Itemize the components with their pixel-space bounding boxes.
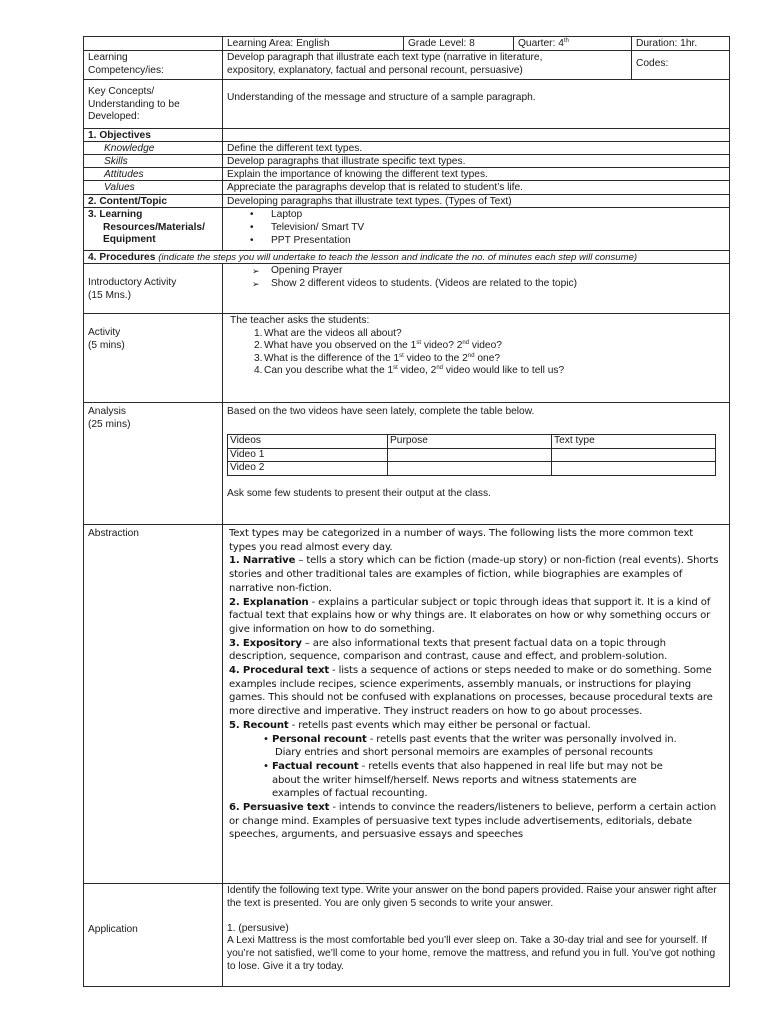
competency-text: Develop paragraph that illustrate each text type (narrative in literature, expository, explanatory, factual and personal recount, persuasive): [223, 51, 632, 79]
table-cell: Video 1: [228, 449, 388, 462]
application-row: [83, 883, 730, 987]
recount-subtype-factual: • Factual recount - retells events that also happened in real life but may not be about the writer himself/herself. News reports and witness statements are examples of factual recounting.: [229, 760, 721, 801]
resource-item: • PPT Presentation: [227, 235, 725, 248]
header-row: [83, 36, 730, 50]
objective-text: Appreciate the paragraphs develop that is related to student’s life.: [227, 182, 524, 193]
analysis-table: [227, 434, 716, 476]
resource-item: • Television/ Smart TV: [227, 222, 725, 235]
activity-row: [83, 313, 730, 402]
resources-list-cell: [223, 208, 729, 250]
objectives-heading-row: [83, 128, 730, 141]
spacer: [227, 910, 719, 923]
question-item: 1. What are the videos all about?: [254, 327, 402, 339]
column-header: Videos: [228, 435, 388, 448]
content-topic-text: Developing paragraphs that illustrate text types. (Types of Text): [227, 196, 512, 207]
activity-label: Activity (5 mins): [84, 314, 223, 402]
text-type-item: 1. Narrative – tells a story which can be fiction (made-up story) or non-fiction (real events). Shorts stories and other traditional tales are examples of fiction, while biographies are examples of narrative non-fiction.: [229, 555, 719, 594]
abstraction-content: [223, 525, 729, 883]
application-item-label: 1. (persusive): [227, 922, 289, 934]
analysis-content: [223, 403, 729, 524]
text-type-item: 3. Expository – are also informational texts that present factual data on a topic through description, sequence, comparison and contrast, cause and effect, and problem-solution.: [229, 637, 668, 663]
analysis-table-row: [228, 462, 715, 476]
analysis-intro: Based on the two videos have seen lately, complete the table below.: [227, 406, 535, 417]
objectives-heading-blank: [223, 129, 729, 141]
abstraction-label: Abstraction: [84, 525, 223, 883]
table-cell: [388, 462, 552, 475]
activity-intro: The teacher asks the students:: [230, 315, 370, 326]
learning-area: Learning Area: English: [223, 37, 404, 50]
key-concepts-label: Key Concepts/ Understanding to be Developed:: [84, 80, 223, 128]
content-topic-row: [83, 194, 730, 207]
objective-row-skills: [83, 154, 730, 167]
introductory-item: ➢ Show 2 different videos to students. (Videos are related to the topic): [227, 278, 725, 291]
application-content: [223, 884, 729, 986]
introductory-item: ➢ Opening Prayer: [227, 265, 725, 278]
activity-content: [223, 314, 729, 402]
text-type-item: 4. Procedural text - lists a sequence of actions or steps needed to make or do something. Some examples include recipes, science experiments, assembly manuals, or instructions for playing games. This should not be confused with explanations on processes, because procedural texts are more directive and imperative. They instruct readers on how to go about processes.: [229, 665, 713, 718]
analysis-outro: Ask some few students to present their output at the class.: [227, 488, 491, 499]
recount-subtype-personal: • Personal recount - retells past events that the writer was personally involved in. Diary entries and short personal memoirs are examples of personal recounts: [229, 733, 721, 760]
question-item: 2. What have you observed on the 1st video? 2nd video?: [254, 340, 502, 352]
objective-text: Explain the importance of knowing the different text types.: [227, 169, 488, 180]
resources-row: [83, 207, 730, 250]
table-cell: [552, 449, 715, 462]
objective-text: Define the different text types.: [227, 143, 363, 154]
resource-item: • Laptop: [227, 209, 725, 222]
codes-label: Codes:: [636, 58, 669, 69]
objective-label: Attitudes: [84, 168, 223, 180]
column-header: Text type: [554, 435, 595, 446]
introductory-label: Introductory Activity (15 Mns.): [84, 264, 223, 313]
objective-label: Knowledge: [84, 142, 223, 154]
text-type-item: 5. Recount - retells past events which may either be personal or factual.: [229, 719, 591, 731]
table-cell: [552, 462, 715, 475]
analysis-table-row: [228, 449, 715, 463]
grade-level: Grade Level: 8: [404, 37, 514, 50]
text-type-item: 6. Persuasive text - intends to convince the readers/listeners to believe, perform a certain action or change mind. Examples of persuasive text types include advertisements, editorials, debate speeches, arguments, and persuasive essays and speeches: [229, 802, 717, 841]
analysis-table-header: [228, 435, 715, 449]
header-blank-cell: [84, 37, 223, 50]
text-type-item: 2. Explanation - explains a particular subject or topic through ideas that support it. It is a kind of factual text that explains how or why things are. It elaborates on how or why something occurs or give information on how to do something.: [229, 596, 711, 635]
duration: Duration: 1hr.: [636, 38, 698, 49]
analysis-label: Analysis (25 mins): [84, 403, 223, 524]
abstraction-row: [83, 524, 730, 883]
column-header: Purpose: [388, 435, 552, 448]
procedures-heading: 4. Procedures (indicate the steps you will undertake to teach the lesson and indicate the no. of minutes each step will consume): [88, 252, 638, 263]
procedures-note: (indicate the steps you will undertake to teach the lesson and indicate the no. of minutes each step will consume): [158, 252, 638, 263]
key-concepts-text: Understanding of the message and structure of a sample paragraph.: [227, 92, 536, 103]
competency-row: [83, 50, 730, 79]
table-cell: [388, 449, 552, 462]
application-label: Application: [84, 884, 223, 986]
objectives-heading: 1. Objectives: [84, 129, 223, 141]
activity-questions: [230, 328, 725, 378]
objective-label: Skills: [84, 155, 223, 167]
objective-row-knowledge: [83, 141, 730, 154]
objective-row-values: [83, 180, 730, 194]
content-topic-label: 2. Content/Topic: [84, 195, 223, 207]
question-item: 3. What is the difference of the 1st video to the 2nd one?: [254, 352, 501, 364]
procedures-row: [83, 250, 730, 263]
introductory-list: [227, 265, 725, 290]
analysis-row: [83, 402, 730, 524]
resources-list: [227, 209, 725, 248]
table-cell: Video 2: [228, 462, 388, 475]
application-item-text: A Lexi Mattress is the most comfortable bed you’ll ever sleep on. Take a 30-day trial and see for yourself. If you’re not satisfied, we’ll come to your home, remove the mattress, and refund you in full. You’ve got nothing to lose. Give it a try today.: [227, 935, 716, 972]
objective-text: Develop paragraphs that illustrate specific text types.: [227, 156, 466, 167]
key-concepts-row: [83, 79, 730, 128]
introductory-row: [83, 263, 730, 313]
resources-label: 3. Learning Resources/Materials/ Equipment: [84, 208, 223, 250]
quarter: Quarter: 4th: [514, 37, 632, 50]
application-instructions: Identify the following text type. Write your answer on the bond papers provided. Raise your answer right after the text is presented. You are only given 5 seconds to write your answer.: [227, 885, 717, 909]
competency-label: Learning Competency/ies:: [84, 51, 223, 79]
objective-row-attitudes: [83, 167, 730, 180]
abstraction-intro: Text types may be categorized in a number of ways. The following lists the more common text types you read almost every day.: [229, 528, 694, 553]
question-item: 4. Can you describe what the 1st video, 2nd video would like to tell us?: [254, 365, 565, 377]
objective-label: Values: [84, 181, 223, 194]
introductory-content: [223, 264, 729, 313]
